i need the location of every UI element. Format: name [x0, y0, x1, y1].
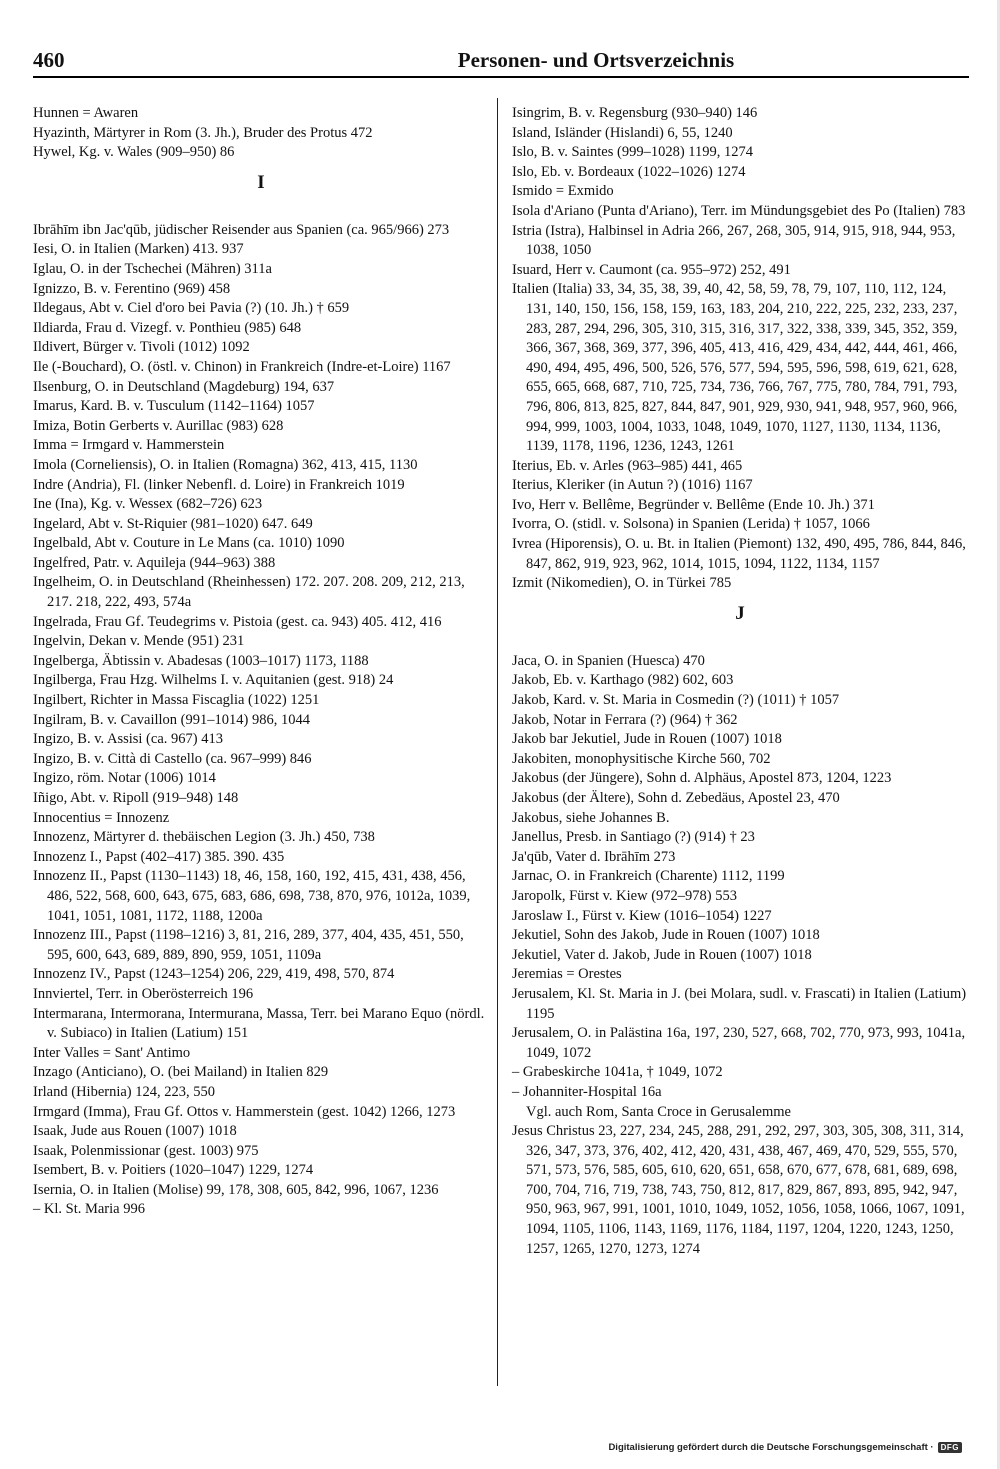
footer-text: Digitalisierung gefördert durch die Deutsche Forschungsgemeinschaft · — [608, 1442, 934, 1453]
index-entry: Jakob, Notar in Ferrara (?) (964) † 362 — [512, 711, 738, 728]
index-entry: Isaak, Jude aus Rouen (1007) 1018 — [33, 1123, 237, 1140]
index-entry: Imarus, Kard. B. v. Tusculum (1142–1164) 1057 — [33, 398, 315, 415]
index-entry: Hunnen = Awaren — [33, 105, 139, 121]
right-column — [512, 104, 968, 1259]
spacer — [33, 202, 489, 221]
index-entry: Ingelvin, Dekan v. Mende (951) 231 — [33, 633, 245, 650]
index-entry: Ingizo, röm. Notar (1006) 1014 — [33, 770, 216, 787]
index-entry: Ile (-Bouchard), O. (östl. v. Chinon) in Frankreich (Indre-et-Loire) 1167 — [33, 358, 451, 375]
index-entry: Jakobus, siehe Johannes B. — [512, 809, 670, 826]
index-entry: Island, Isländer (Hislandi) 6, 55, 1240 — [512, 124, 733, 141]
spacer — [512, 633, 968, 652]
index-entry: Jaroslaw I., Fürst v. Kiew (1016–1054) 1227 — [512, 907, 772, 924]
index-entry: Ingelrada, Frau Gf. Teudegrims v. Pistoia (gest. ca. 943) 405. 412, 416 — [33, 613, 442, 630]
index-entry: Ingilbert, Richter in Massa Fiscaglia (1022) 1251 — [33, 692, 320, 709]
index-entry: Ingilram, B. v. Cavaillon (991–1014) 986, 1044 — [33, 711, 310, 728]
left-column — [33, 104, 489, 1220]
index-entry: Jakobus (der Ältere), Sohn d. Zebedäus, Apostel 23, 470 — [512, 790, 840, 806]
page-footer — [608, 1442, 962, 1453]
index-entry: Isola d'Ariano (Punta d'Ariano), Terr. im Mündungsgebiet des Po (Italien) 783 — [512, 202, 966, 219]
index-entry: Ignizzo, B. v. Ferentino (969) 458 — [33, 280, 231, 297]
index-entry: Ivrea (Hiporensis), O. u. Bt. in Italien (Piemont) 132, 490, 495, 786, 844, 846, 847, 862, 919, 923, 962, 1014, 1015, 1094, 1122, 1134, 1157 — [512, 536, 966, 572]
index-entry: Istria (Istra), Halbinsel in Adria 266, 267, 268, 305, 914, 915, 918, 944, 953, 1038, 1050 — [512, 222, 956, 259]
index-entry: Iterius, Eb. v. Arles (963–985) 441, 465 — [512, 457, 743, 474]
index-entry: Innozenz, Märtyrer d. thebäischen Legion (3. Jh.) 450, 738 — [33, 829, 375, 846]
index-entry: Ingelbald, Abt v. Couture in Le Mans (ca. 1010) 1090 — [33, 535, 345, 552]
index-entry: Ingelheim, O. in Deutschland (Rheinhessen) 172. 207. 208. 209, 212, 213, 217. 218, 222, 493, 574a — [33, 574, 465, 611]
page-number: 460 — [33, 48, 65, 72]
index-entry: Isernia, O. in Italien (Molise) 99, 178, 308, 605, 842, 996, 1067, 1236 — [33, 1181, 439, 1198]
index-entry: Isuard, Herr v. Caumont (ca. 955–972) 252, 491 — [512, 261, 791, 278]
index-entry: Ingizo, B. v. Città di Castello (ca. 967–999) 846 — [33, 750, 312, 767]
index-entry: Izmit (Nikomedien), O. in Türkei 785 — [512, 575, 732, 592]
index-entry: Jakobus (der Jüngere), Sohn d. Alphäus, Apostel 873, 1204, 1223 — [512, 770, 892, 787]
index-entry: Jekutiel, Sohn des Jakob, Jude in Rouen (1007) 1018 — [512, 927, 820, 944]
index-entry: Innozenz I., Papst (402–417) 385. 390. 435 — [33, 848, 285, 865]
index-entry: Imiza, Botin Gerberts v. Aurillac (983) 628 — [33, 417, 284, 434]
index-entry: Iglau, O. in der Tschechei (Mähren) 311a — [33, 260, 272, 277]
index-entry: Ivorra, O. (stidl. v. Solsona) in Spanien (Lerida) † 1057, 1066 — [512, 516, 870, 533]
index-entry: Isaak, Polenmissionar (gest. 1003) 975 — [33, 1142, 259, 1159]
index-entry: Ildegaus, Abt v. Ciel d'oro bei Pavia (?) (10. Jh.) † 659 — [33, 300, 350, 317]
index-entry: Innozenz II., Papst (1130–1143) 18, 46, 158, 160, 192, 415, 431, 438, 456, 486, 522, 568, 600, 643, 675, 683, 686, 698, 738, 870, 976, 1012a, 1039, 1041, 1051, 1081, 1172, 1188, 1200a — [33, 868, 471, 924]
index-entry: Isembert, B. v. Poitiers (1020–1047) 1229, 1274 — [33, 1162, 314, 1179]
index-entry: Jarnac, O. in Frankreich (Charente) 1112, 1199 — [512, 868, 785, 885]
index-entry: Janellus, Presb. in Santiago (?) (914) † 23 — [512, 829, 755, 846]
index-entry: Jesus Christus 23, 227, 234, 245, 288, 291, 292, 297, 303, 305, 308, 311, 314, 326, 347, 373, 376, 402, 412, 420, 431, 438, 467, 469, 470, 529, 555, 570, 571, 573, 576, 585, 605, 610, 620, 651, 658, 670, 677, 678, 681, 689, 698, 700, 704, 716, 719, 738, 743, 750, 812, 817, 829, 867, 893, 895, 942, 947, 950, 963, 967, 991, 1001, 1010, 1049, 1052, 1056, 1058, 1066, 1067, 1091, 1094, 1105, 1106, 1143, 1169, 1176, 1184, 1197, 1204, 1220, 1243, 1250, 1257, 1265, 1270, 1273, 1274 — [512, 1123, 965, 1257]
index-entry: Iñigo, Abt. v. Ripoll (919–948) 148 — [33, 790, 239, 806]
index-entry: Islo, B. v. Saintes (999–1028) 1199, 1274 — [512, 144, 753, 161]
index-entry: Innocentius = Innozenz — [33, 809, 170, 826]
section-letter: I — [257, 171, 265, 193]
index-entry: Jakob, Kard. v. St. Maria in Cosmedin (?) (1011) † 1057 — [512, 692, 840, 709]
index-entry: Irland (Hibernia) 124, 223, 550 — [33, 1083, 216, 1100]
index-entry: Ine (Ina), Kg. v. Wessex (682–726) 623 — [33, 496, 263, 513]
index-entry: Inzago (Anticiano), O. (bei Mailand) in Italien 829 — [33, 1064, 329, 1081]
index-entry: Ingelfred, Patr. v. Aquileja (944–963) 388 — [33, 554, 276, 571]
column-divider — [497, 98, 498, 1386]
index-entry: Ibrāhīm ibn Jac'qūb, jüdischer Reisender aus Spanien (ca. 965/966) 273 — [33, 221, 450, 238]
index-entry: Jeremias = Orestes — [512, 966, 622, 983]
index-entry: Jerusalem, Kl. St. Maria in J. (bei Molara, sudl. v. Frascati) in Italien (Latium) 1195 — [512, 985, 967, 1022]
index-entry: Vgl. auch Rom, Santa Croce in Gerusalemme — [526, 1103, 791, 1120]
index-entry: Imma = Irmgard v. Hammerstein — [33, 437, 225, 454]
index-entry: – Grabeskirche 1041a, † 1049, 1072 — [512, 1064, 723, 1081]
index-entry: Jakob bar Jekutiel, Jude in Rouen (1007) 1018 — [512, 731, 782, 748]
index-entry: Intermarana, Intermorana, Intermurana, Massa, Terr. bei Marano Equo (nördl. v. Subiaco) in Italien (Latium) 151 — [33, 1005, 485, 1042]
index-entry: Jaca, O. in Spanien (Huesca) 470 — [512, 652, 705, 669]
index-entry: Innozenz IV., Papst (1243–1254) 206, 229, 419, 498, 570, 874 — [33, 966, 395, 983]
dfg-logo: DFG — [938, 1442, 962, 1453]
index-entry: Ingelard, Abt v. St-Riquier (981–1020) 647. 649 — [33, 515, 313, 532]
index-entry: Irmgard (Imma), Frau Gf. Ottos v. Hammerstein (gest. 1042) 1266, 1273 — [33, 1103, 456, 1120]
index-entry: Ivo, Herr v. Bellême, Begründer v. Bellême (Ende 10. Jh.) 371 — [512, 496, 875, 513]
index-entry: Ismido = Exmido — [512, 183, 614, 200]
index-entry: Ingilberga, Frau Hzg. Wilhelms I. v. Aquitanien (gest. 918) 24 — [33, 672, 394, 689]
index-entry: Iterius, Kleriker (in Autun ?) (1016) 1167 — [512, 477, 753, 494]
index-entry: Imola (Corneliensis), O. in Italien (Romagna) 362, 413, 415, 1130 — [33, 456, 418, 473]
index-entry: Ilsenburg, O. in Deutschland (Magdeburg) 194, 637 — [33, 378, 335, 395]
index-entry: Hyazinth, Märtyrer in Rom (3. Jh.), Bruder des Protus 472 — [33, 124, 373, 141]
header-rule — [33, 76, 969, 78]
page-header — [33, 44, 969, 78]
index-entry: Jakob, Eb. v. Karthago (982) 602, 603 — [512, 672, 734, 689]
index-entry: Hywel, Kg. v. Wales (909–950) 86 — [33, 144, 235, 161]
index-entry: Innviertel, Terr. in Oberösterreich 196 — [33, 985, 254, 1002]
index-entry: – Kl. St. Maria 996 — [33, 1201, 145, 1218]
index-entry: Jaropolk, Fürst v. Kiew (972–978) 553 — [512, 887, 737, 904]
index-entry: – Johanniter-Hospital 16a — [512, 1083, 662, 1100]
index-entry: Ja'qūb, Vater d. Ibrāhīm 273 — [512, 848, 676, 865]
index-entry: Indre (Andria), Fl. (linker Nebenfl. d. Loire) in Frankreich 1019 — [33, 476, 405, 493]
index-entry: Ildiarda, Frau d. Vizegf. v. Ponthieu (985) 648 — [33, 319, 302, 336]
index-entry: Iesi, O. in Italien (Marken) 413. 937 — [33, 241, 244, 258]
index-entry: Islo, Eb. v. Bordeaux (1022–1026) 1274 — [512, 163, 746, 180]
section-letter: J — [735, 602, 745, 624]
page-title: Personen- und Ortsverzeichnis — [457, 48, 735, 72]
index-entry: Ingelberga, Äbtissin v. Abadesas (1003–1017) 1173, 1188 — [33, 652, 369, 669]
index-entry: Jakobiten, monophysitische Kirche 560, 702 — [512, 750, 771, 767]
index-entry: Italien (Italia) 33, 34, 35, 38, 39, 40, 42, 58, 59, 78, 79, 107, 110, 112, 124, 131, 140, 150, 156, 158, 159, 163, 183, 204, 210, 222, 225, 232, 233, 237, 283, 287, 294, 296, 305, 310, 315, 316, 317, 322, 338, 339, 345, 352, 359, 366, 367, 368, 369, 377, 396, 405, 413, 416, 429, 434, 442, 444, 461, 466, 490, 494, 495, 496, 500, 526, 576, 577, 594, 595, 596, 598, 619, 621, 628, 655, 665, 668, 687, 710, 725, 734, 736, 766, 767, 775, 780, 784, 791, 793, 796, 806, 813, 825, 827, 844, 847, 901, 929, 930, 941, 948, 957, 960, 966, 994, 999, 1003, 1004, 1033, 1048, 1049, 1070, 1127, 1130, 1134, 1136, 1139, 1178, 1196, 1236, 1243, 1261 — [512, 281, 958, 455]
index-entry: Ildivert, Bürger v. Tivoli (1012) 1092 — [33, 339, 250, 356]
index-entry: Ingizo, B. v. Assisi (ca. 967) 413 — [33, 731, 223, 748]
index-entry: Innozenz III., Papst (1198–1216) 3, 81, 216, 289, 377, 404, 435, 451, 550, 595, 600, 643, 689, 889, 890, 959, 1051, 1109a — [33, 927, 464, 963]
index-entry: Jekutiel, Vater d. Jakob, Jude in Rouen (1007) 1018 — [512, 946, 812, 963]
index-entry: Inter Valles = Sant' Antimo — [33, 1044, 191, 1061]
index-entry: Jerusalem, O. in Palästina 16a, 197, 230, 527, 668, 702, 770, 973, 993, 1041a, 1049, 1072 — [512, 1025, 966, 1061]
index-entry: Isingrim, B. v. Regensburg (930–940) 146 — [512, 105, 758, 121]
